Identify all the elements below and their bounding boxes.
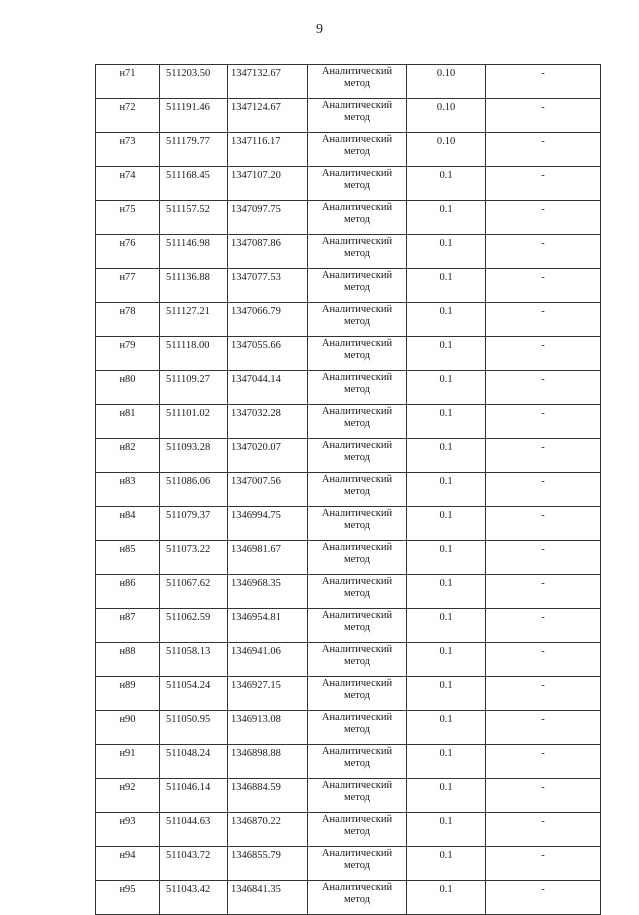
- method-cell: [308, 711, 407, 745]
- method-line: метод: [343, 418, 371, 429]
- note-cell: -: [486, 303, 601, 337]
- accuracy-cell: 0.1: [407, 371, 486, 405]
- y-coordinate-cell: 1347097.75: [228, 201, 308, 235]
- method-line: Аналитический: [321, 236, 393, 247]
- y-coordinate-cell: 1347032.28: [228, 405, 308, 439]
- x-coordinate-cell: 511168.45: [160, 167, 228, 201]
- method-line: Аналитический: [321, 134, 393, 145]
- note-cell: -: [486, 881, 601, 915]
- coordinates-table: [95, 64, 601, 915]
- accuracy-cell: 0.1: [407, 779, 486, 813]
- x-coordinate-cell: 511157.52: [160, 201, 228, 235]
- note-cell: -: [486, 847, 601, 881]
- x-coordinate-cell: 511058.13: [160, 643, 228, 677]
- method-line: метод: [343, 826, 371, 837]
- x-coordinate-cell: 511079.37: [160, 507, 228, 541]
- method-line: метод: [343, 690, 371, 701]
- method-cell: [308, 235, 407, 269]
- method-line: Аналитический: [321, 746, 393, 757]
- table-row: [96, 473, 601, 507]
- method-line: Аналитический: [321, 712, 393, 723]
- table-row: [96, 881, 601, 915]
- point-name-cell: н75: [96, 201, 160, 235]
- accuracy-cell: 0.1: [407, 201, 486, 235]
- point-name-cell: н83: [96, 473, 160, 507]
- method-cell: [308, 745, 407, 779]
- y-coordinate-cell: 1347132.67: [228, 65, 308, 99]
- method-line: метод: [343, 554, 371, 565]
- x-coordinate-cell: 511046.14: [160, 779, 228, 813]
- note-cell: -: [486, 541, 601, 575]
- method-line: метод: [343, 622, 371, 633]
- x-coordinate-cell: 511043.72: [160, 847, 228, 881]
- accuracy-cell: 0.1: [407, 575, 486, 609]
- y-coordinate-cell: 1347116.17: [228, 133, 308, 167]
- y-coordinate-cell: 1347055.66: [228, 337, 308, 371]
- method-line: метод: [343, 282, 371, 293]
- y-coordinate-cell: 1346927.15: [228, 677, 308, 711]
- x-coordinate-cell: 511136.88: [160, 269, 228, 303]
- method-line: Аналитический: [321, 270, 393, 281]
- table-row: [96, 405, 601, 439]
- x-coordinate-cell: 511067.62: [160, 575, 228, 609]
- y-coordinate-cell: 1347007.56: [228, 473, 308, 507]
- method-cell: [308, 779, 407, 813]
- accuracy-cell: 0.1: [407, 167, 486, 201]
- accuracy-cell: 0.10: [407, 65, 486, 99]
- x-coordinate-cell: 511062.59: [160, 609, 228, 643]
- point-name-cell: н95: [96, 881, 160, 915]
- note-cell: -: [486, 609, 601, 643]
- point-name-cell: н77: [96, 269, 160, 303]
- y-coordinate-cell: 1347107.20: [228, 167, 308, 201]
- method-cell: [308, 677, 407, 711]
- note-cell: -: [486, 405, 601, 439]
- table-row: [96, 847, 601, 881]
- method-line: метод: [343, 894, 371, 905]
- note-cell: -: [486, 575, 601, 609]
- method-line: Аналитический: [321, 882, 393, 893]
- point-name-cell: н92: [96, 779, 160, 813]
- accuracy-cell: 0.1: [407, 881, 486, 915]
- note-cell: -: [486, 235, 601, 269]
- method-cell: [308, 371, 407, 405]
- table-row: [96, 235, 601, 269]
- accuracy-cell: 0.1: [407, 711, 486, 745]
- method-cell: [308, 405, 407, 439]
- accuracy-cell: 0.1: [407, 813, 486, 847]
- accuracy-cell: 0.10: [407, 99, 486, 133]
- table-row: [96, 507, 601, 541]
- point-name-cell: н94: [96, 847, 160, 881]
- table-row: [96, 711, 601, 745]
- point-name-cell: н89: [96, 677, 160, 711]
- table-row: [96, 167, 601, 201]
- point-name-cell: н78: [96, 303, 160, 337]
- table-row: [96, 371, 601, 405]
- method-cell: [308, 643, 407, 677]
- method-cell: [308, 847, 407, 881]
- method-line: Аналитический: [321, 202, 393, 213]
- method-cell: [308, 133, 407, 167]
- table-row: [96, 541, 601, 575]
- point-name-cell: н80: [96, 371, 160, 405]
- coordinates-table-body: [96, 65, 601, 915]
- method-line: Аналитический: [321, 406, 393, 417]
- x-coordinate-cell: 511118.00: [160, 337, 228, 371]
- y-coordinate-cell: 1346855.79: [228, 847, 308, 881]
- x-coordinate-cell: 511050.95: [160, 711, 228, 745]
- y-coordinate-cell: 1347077.53: [228, 269, 308, 303]
- method-line: Аналитический: [321, 304, 393, 315]
- method-cell: [308, 99, 407, 133]
- table-row: [96, 813, 601, 847]
- page-number: 9: [316, 22, 323, 37]
- accuracy-cell: 0.1: [407, 473, 486, 507]
- table-row: [96, 337, 601, 371]
- note-cell: -: [486, 677, 601, 711]
- note-cell: -: [486, 65, 601, 99]
- method-line: Аналитический: [321, 440, 393, 451]
- accuracy-cell: 0.1: [407, 303, 486, 337]
- method-line: Аналитический: [321, 542, 393, 553]
- y-coordinate-cell: 1346913.08: [228, 711, 308, 745]
- point-name-cell: н85: [96, 541, 160, 575]
- note-cell: -: [486, 507, 601, 541]
- point-name-cell: н76: [96, 235, 160, 269]
- x-coordinate-cell: 511043.42: [160, 881, 228, 915]
- table-row: [96, 609, 601, 643]
- y-coordinate-cell: 1347044.14: [228, 371, 308, 405]
- x-coordinate-cell: 511109.27: [160, 371, 228, 405]
- y-coordinate-cell: 1346981.67: [228, 541, 308, 575]
- method-cell: [308, 201, 407, 235]
- y-coordinate-cell: 1346884.59: [228, 779, 308, 813]
- note-cell: -: [486, 337, 601, 371]
- table-row: [96, 269, 601, 303]
- note-cell: -: [486, 439, 601, 473]
- accuracy-cell: 0.1: [407, 643, 486, 677]
- method-line: Аналитический: [321, 780, 393, 791]
- method-line: метод: [343, 248, 371, 259]
- y-coordinate-cell: 1346994.75: [228, 507, 308, 541]
- method-line: метод: [343, 860, 371, 871]
- method-line: Аналитический: [321, 678, 393, 689]
- method-line: Аналитический: [321, 168, 393, 179]
- accuracy-cell: 0.1: [407, 541, 486, 575]
- accuracy-cell: 0.1: [407, 337, 486, 371]
- accuracy-cell: 0.1: [407, 507, 486, 541]
- method-line: метод: [343, 588, 371, 599]
- y-coordinate-cell: 1346870.22: [228, 813, 308, 847]
- note-cell: -: [486, 269, 601, 303]
- method-line: метод: [343, 78, 371, 89]
- y-coordinate-cell: 1347020.07: [228, 439, 308, 473]
- note-cell: -: [486, 779, 601, 813]
- y-coordinate-cell: 1346898.88: [228, 745, 308, 779]
- point-name-cell: н82: [96, 439, 160, 473]
- y-coordinate-cell: 1346954.81: [228, 609, 308, 643]
- point-name-cell: н71: [96, 65, 160, 99]
- method-line: метод: [343, 452, 371, 463]
- method-line: метод: [343, 316, 371, 327]
- method-line: Аналитический: [321, 100, 393, 111]
- method-cell: [308, 303, 407, 337]
- x-coordinate-cell: 511073.22: [160, 541, 228, 575]
- note-cell: -: [486, 133, 601, 167]
- y-coordinate-cell: 1347066.79: [228, 303, 308, 337]
- method-cell: [308, 813, 407, 847]
- method-cell: [308, 575, 407, 609]
- table-row: [96, 303, 601, 337]
- x-coordinate-cell: 511179.77: [160, 133, 228, 167]
- table-row: [96, 99, 601, 133]
- point-name-cell: н84: [96, 507, 160, 541]
- method-line: метод: [343, 384, 371, 395]
- method-line: Аналитический: [321, 814, 393, 825]
- method-cell: [308, 337, 407, 371]
- x-coordinate-cell: 511101.02: [160, 405, 228, 439]
- note-cell: -: [486, 473, 601, 507]
- point-name-cell: н73: [96, 133, 160, 167]
- table-row: [96, 643, 601, 677]
- table-row: [96, 439, 601, 473]
- method-cell: [308, 167, 407, 201]
- point-name-cell: н93: [96, 813, 160, 847]
- point-name-cell: н79: [96, 337, 160, 371]
- table-row: [96, 745, 601, 779]
- accuracy-cell: 0.1: [407, 405, 486, 439]
- method-line: метод: [343, 214, 371, 225]
- note-cell: -: [486, 99, 601, 133]
- accuracy-cell: 0.1: [407, 439, 486, 473]
- point-name-cell: н81: [96, 405, 160, 439]
- y-coordinate-cell: 1346841.35: [228, 881, 308, 915]
- method-line: метод: [343, 656, 371, 667]
- note-cell: -: [486, 643, 601, 677]
- method-line: Аналитический: [321, 508, 393, 519]
- x-coordinate-cell: 511093.28: [160, 439, 228, 473]
- note-cell: -: [486, 371, 601, 405]
- method-line: Аналитический: [321, 848, 393, 859]
- accuracy-cell: 0.1: [407, 745, 486, 779]
- method-line: метод: [343, 520, 371, 531]
- point-name-cell: н72: [96, 99, 160, 133]
- method-line: метод: [343, 180, 371, 191]
- accuracy-cell: 0.1: [407, 677, 486, 711]
- y-coordinate-cell: 1347087.86: [228, 235, 308, 269]
- method-line: Аналитический: [321, 372, 393, 383]
- table-row: [96, 575, 601, 609]
- y-coordinate-cell: 1346941.06: [228, 643, 308, 677]
- x-coordinate-cell: 511127.21: [160, 303, 228, 337]
- point-name-cell: н74: [96, 167, 160, 201]
- point-name-cell: н90: [96, 711, 160, 745]
- x-coordinate-cell: 511048.24: [160, 745, 228, 779]
- method-cell: [308, 609, 407, 643]
- method-cell: [308, 439, 407, 473]
- method-line: Аналитический: [321, 474, 393, 485]
- method-line: Аналитический: [321, 338, 393, 349]
- note-cell: -: [486, 167, 601, 201]
- table-row: [96, 133, 601, 167]
- point-name-cell: н86: [96, 575, 160, 609]
- x-coordinate-cell: 511086.06: [160, 473, 228, 507]
- method-cell: [308, 541, 407, 575]
- x-coordinate-cell: 511191.46: [160, 99, 228, 133]
- point-name-cell: н91: [96, 745, 160, 779]
- x-coordinate-cell: 511146.98: [160, 235, 228, 269]
- accuracy-cell: 0.1: [407, 847, 486, 881]
- method-line: Аналитический: [321, 66, 393, 77]
- accuracy-cell: 0.1: [407, 269, 486, 303]
- accuracy-cell: 0.10: [407, 133, 486, 167]
- x-coordinate-cell: 511203.50: [160, 65, 228, 99]
- method-line: Аналитический: [321, 610, 393, 621]
- method-cell: [308, 507, 407, 541]
- note-cell: -: [486, 711, 601, 745]
- method-cell: [308, 269, 407, 303]
- method-line: метод: [343, 758, 371, 769]
- x-coordinate-cell: 511044.63: [160, 813, 228, 847]
- table-row: [96, 201, 601, 235]
- accuracy-cell: 0.1: [407, 609, 486, 643]
- method-line: метод: [343, 724, 371, 735]
- point-name-cell: н87: [96, 609, 160, 643]
- method-line: метод: [343, 112, 371, 123]
- method-line: метод: [343, 350, 371, 361]
- method-cell: [308, 881, 407, 915]
- method-cell: [308, 65, 407, 99]
- method-line: метод: [343, 486, 371, 497]
- table-row: [96, 65, 601, 99]
- table-row: [96, 779, 601, 813]
- note-cell: -: [486, 745, 601, 779]
- method-line: метод: [343, 792, 371, 803]
- x-coordinate-cell: 511054.24: [160, 677, 228, 711]
- method-cell: [308, 473, 407, 507]
- table-row: [96, 677, 601, 711]
- method-line: Аналитический: [321, 644, 393, 655]
- note-cell: -: [486, 813, 601, 847]
- method-line: метод: [343, 146, 371, 157]
- method-line: Аналитический: [321, 576, 393, 587]
- y-coordinate-cell: 1346968.35: [228, 575, 308, 609]
- accuracy-cell: 0.1: [407, 235, 486, 269]
- note-cell: -: [486, 201, 601, 235]
- y-coordinate-cell: 1347124.67: [228, 99, 308, 133]
- point-name-cell: н88: [96, 643, 160, 677]
